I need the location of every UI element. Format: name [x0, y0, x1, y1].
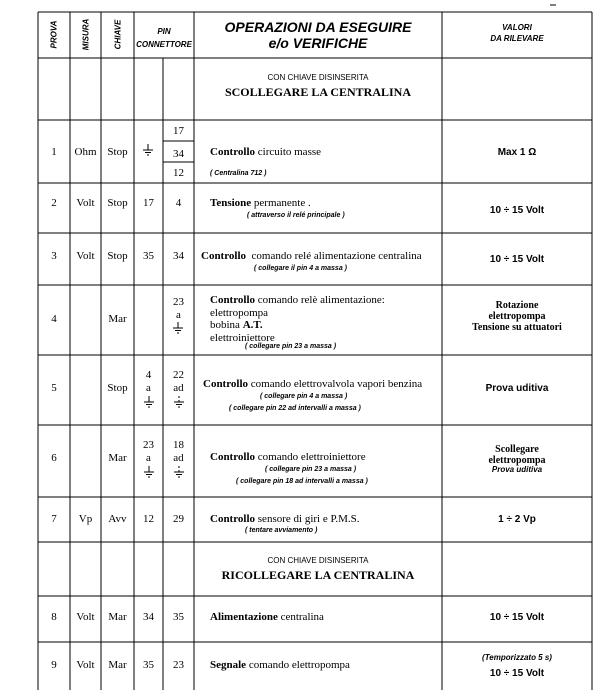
- row5-operation: [203, 378, 422, 390]
- row9-misura: Volt: [76, 659, 95, 671]
- row5-chiave: Stop: [107, 382, 128, 394]
- row1-operation: [210, 146, 321, 158]
- row6-value2: elettropompa: [488, 455, 546, 466]
- row1-misura: Ohm: [74, 146, 97, 158]
- ground-icon: [142, 144, 154, 156]
- scollegare-block: [194, 74, 442, 99]
- row4-value: [442, 300, 592, 333]
- ricollegare-title: RICOLLEGARE LA CENTRALINA: [221, 567, 415, 582]
- header-op-line2: e/o VERIFICHE: [268, 35, 368, 52]
- row6-note1: ( collegare pin 23 a massa ): [265, 466, 357, 473]
- row8-op-text: centralina: [280, 611, 324, 623]
- row6-value1: Scollegare: [495, 444, 539, 455]
- row2-prova: 2: [51, 197, 57, 209]
- row4-pin-23: 23: [173, 296, 184, 308]
- row2-chiave: Stop: [107, 197, 128, 209]
- row6-chiave: Mar: [108, 452, 127, 464]
- row2-misura: Volt: [76, 197, 95, 209]
- row7-pin-a: 12: [143, 513, 154, 525]
- row4-op-line3: bobina: [210, 319, 243, 332]
- row4-value3: Tensione su attuatori: [472, 322, 562, 333]
- chiave-disinserita-note: CON CHIAVE DISINSERITA: [267, 73, 369, 82]
- row6-value: [442, 444, 592, 475]
- row3-pin-a: 35: [143, 250, 154, 262]
- row7-operation: [210, 513, 360, 525]
- header-prova: PROVA: [49, 20, 59, 49]
- row1-op-bold: Controllo: [210, 146, 256, 158]
- row5-note2: ( collegare pin 22 ad intervalli a massa ): [229, 405, 361, 412]
- row9-op-bold: Segnale: [210, 659, 247, 671]
- row5-prova: 5: [51, 382, 57, 394]
- row3-note: ( collegare il pin 4 a massa ): [254, 265, 347, 272]
- row3-prova: 3: [51, 250, 57, 262]
- row3-value: 10 ÷ 15 Volt: [489, 254, 545, 265]
- row7-prova: 7: [51, 513, 57, 525]
- row7-chiave: Avv: [108, 513, 127, 525]
- row4-value1: Rotazione: [495, 300, 539, 311]
- header-pin-line2: CONNETTORE: [136, 39, 192, 49]
- ground-icon-intermittent: [173, 466, 185, 478]
- header-pin-line1: PIN: [157, 27, 171, 36]
- row4-op-bold: Controllo: [210, 294, 256, 306]
- row7-misura: Vp: [78, 513, 93, 525]
- row7-value: 1 ÷ 2 Vp: [498, 514, 536, 525]
- row6-note2: ( collegare pin 18 ad intervalli a massa ): [236, 478, 368, 485]
- row9-value: 10 ÷ 15 Volt: [489, 668, 545, 679]
- row9-pin-a: 35: [143, 659, 154, 671]
- row4-pin-a: a: [176, 309, 181, 321]
- row1-prova: 1: [51, 146, 57, 158]
- row5-pin-a-4: 4: [145, 369, 152, 381]
- row5-op-bold: Controllo: [203, 378, 249, 390]
- row8-misura: Volt: [76, 611, 95, 623]
- row9-chiave: Mar: [108, 659, 127, 671]
- row7-op-text: sensore di giri e P.M.S.: [257, 513, 360, 525]
- row9-op-text: comando elettropompa: [246, 659, 350, 671]
- ground-icon-intermittent: [173, 396, 185, 408]
- row3-op-bold: Controllo: [201, 250, 247, 262]
- row5-pin-a-a: a: [146, 382, 151, 394]
- row9-prova: 9: [51, 659, 57, 671]
- row5-pin-b-22: 22: [173, 369, 184, 381]
- row2-value: 10 ÷ 15 Volt: [489, 205, 545, 216]
- row1-pin-17: 17: [173, 125, 184, 137]
- header-chiave: CHIAVE: [113, 19, 123, 50]
- row4-value2: elettropompa: [488, 311, 546, 322]
- row2-op-bold: Tensione: [210, 197, 252, 209]
- row7-note: ( tentare avviamento ): [245, 527, 318, 534]
- header-misura: MISURA: [81, 18, 91, 51]
- row6-pin-b-ad: ad: [173, 452, 184, 464]
- row5-value: Prova uditiva: [485, 383, 549, 394]
- ground-icon: [172, 322, 184, 334]
- row6-op-bold: Controllo: [210, 451, 256, 463]
- row2-pin-b: 4: [175, 197, 182, 209]
- row3-misura: Volt: [76, 250, 95, 262]
- row1-value: Max 1 Ω: [497, 147, 537, 158]
- row6-pin-a-23: 23: [143, 439, 154, 451]
- row3-chiave: Stop: [107, 250, 128, 262]
- header-valori: [442, 24, 592, 44]
- row9-operation: [210, 659, 350, 671]
- row1-op-text: circuito masse: [257, 146, 322, 158]
- row5-pin-b-ad: ad: [173, 382, 184, 394]
- row6-pin-a-a: a: [146, 452, 151, 464]
- header-op-line1: OPERAZIONI DA ESEGUIRE: [224, 19, 412, 35]
- row5-op-text: comando elettrovalvola vapori benzina: [250, 378, 423, 390]
- row2-note: ( attraverso il relé principale ): [247, 212, 345, 219]
- header-pin: [134, 28, 194, 50]
- row8-operation: [210, 611, 324, 623]
- ground-icon: [143, 466, 155, 478]
- ground-icon: [143, 396, 155, 408]
- row4-op-line4: elettroiniettore: [210, 331, 275, 344]
- row8-value: 10 ÷ 15 Volt: [489, 612, 545, 623]
- row2-operation: [210, 197, 311, 209]
- header-val-line2: DA RILEVARE: [490, 33, 544, 43]
- row4-op-line3-bold: A.T.: [242, 319, 263, 332]
- row3-operation: [201, 250, 422, 262]
- row8-op-bold: Alimentazione: [210, 611, 278, 623]
- row4-operation: [210, 294, 385, 345]
- row8-pin-a: 34: [143, 611, 154, 623]
- row9-pin-b: 23: [173, 659, 184, 671]
- row6-op-text: comando elettroiniettore: [257, 451, 366, 463]
- row4-prova: 4: [51, 313, 57, 325]
- chiave-disinserita-note: CON CHIAVE DISINSERITA: [267, 556, 369, 565]
- row3-op-text: comando relé alimentazione centralina: [251, 250, 422, 262]
- row9-value-note: (Temporizzato 5 s): [482, 653, 552, 662]
- row6-value3: Prova uditiva: [491, 465, 543, 474]
- row6-operation: [210, 451, 366, 463]
- row1-chiave: Stop: [107, 146, 128, 158]
- row4-op-text: comando relè alimentazione:: [257, 294, 385, 306]
- row7-pin-b: 29: [173, 513, 184, 525]
- row1-pin-34: 34: [173, 148, 184, 160]
- row6-prova: 6: [51, 452, 57, 464]
- row2-op-text: permanente .: [253, 197, 311, 209]
- row8-pin-b: 35: [173, 611, 184, 623]
- row6-pin-b-18: 18: [173, 439, 184, 451]
- row4-op-line2: elettropompa: [210, 306, 269, 319]
- row5-note1: ( collegare pin 4 a massa ): [260, 393, 348, 400]
- header-operazioni: [194, 20, 442, 52]
- scollegare-title: SCOLLEGARE LA CENTRALINA: [224, 84, 412, 99]
- row4-chiave: Mar: [108, 313, 127, 325]
- row7-op-bold: Controllo: [210, 513, 256, 525]
- row2-pin-a: 17: [143, 197, 154, 209]
- row1-pin-12: 12: [173, 167, 184, 179]
- row1-note: ( Centralina 712 ): [210, 170, 267, 177]
- row8-chiave: Mar: [108, 611, 127, 623]
- row3-pin-b: 34: [173, 250, 184, 262]
- ricollegare-block: [194, 557, 442, 582]
- header-val-line1: VALORI: [502, 23, 532, 32]
- row8-prova: 8: [51, 611, 57, 623]
- row4-note: ( collegare pin 23 a massa ): [245, 343, 337, 350]
